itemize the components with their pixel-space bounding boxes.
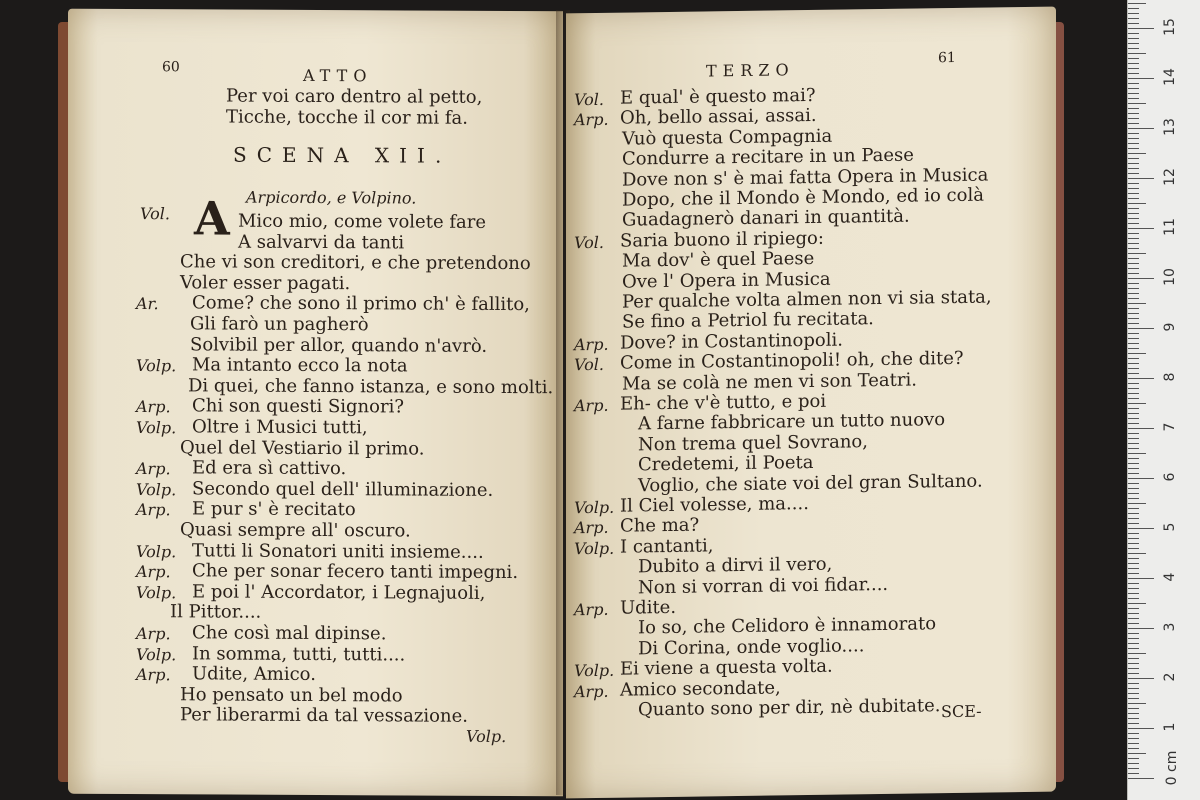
dialogue-line: Che così mal dipinse. [192,622,387,645]
ruler-tick [1128,408,1139,409]
ruler-tick [1128,668,1139,669]
ruler-tick [1128,548,1139,549]
dialogue-line: Secondo quel dell' illuminazione. [192,478,494,501]
ruler-tick [1128,218,1139,219]
ruler-tick [1128,228,1154,229]
ruler-tick [1128,583,1139,584]
ruler-number: 14 [1162,68,1178,86]
ruler-tick [1128,633,1139,634]
ruler-tick [1128,618,1139,619]
ruler-tick [1128,473,1139,474]
ruler-tick [1128,18,1139,19]
ruler-number: 8 [1162,372,1178,382]
speaker-label: Arp. [574,599,609,620]
ruler-number: 3 [1162,622,1178,632]
ruler-tick [1128,718,1139,719]
ruler-tick [1128,223,1139,224]
ruler-tick [1128,573,1139,574]
ruler-tick [1128,313,1139,314]
speaker-label: Volp. [136,541,177,561]
right-page [566,7,1056,799]
ruler-tick [1128,43,1139,44]
speaker-label: Volp. [136,479,177,500]
dialogue-line: I cantanti, [620,535,714,558]
ruler-tick [1128,78,1154,79]
ruler-tick [1128,243,1139,244]
dialogue-line: Il Pittor.... [170,601,262,624]
measurement-ruler [1127,0,1200,800]
ruler-tick [1128,158,1139,159]
dialogue-line: Non trema quel Sovrano, [638,431,868,456]
dialogue-line: Ho pensato un bel modo [180,684,403,707]
ruler-tick [1128,293,1139,294]
ruler-tick [1128,203,1146,204]
ruler-tick [1128,743,1139,744]
ruler-tick [1128,558,1139,559]
dialogue-line: E poi l' Accordator, i Legnajuoli, [192,581,486,604]
ruler-tick [1128,528,1154,529]
ruler-tick [1128,568,1139,569]
ruler-number: 10 [1162,268,1178,286]
ruler-tick [1128,83,1139,84]
dialogue-line: Non si vorran di voi fidar.... [638,573,889,599]
ruler-tick [1128,108,1139,109]
ruler-tick [1128,423,1139,424]
ruler-tick [1128,738,1139,739]
ruler-tick [1128,628,1154,629]
ruler-tick [1128,608,1139,609]
ruler-tick [1128,598,1139,599]
speaker-label: Arp. [136,397,171,417]
dialogue-line: Guadagnerò danari in quantità. [622,206,910,232]
dialogue-line: Oltre i Musici tutti, [192,416,368,439]
ruler-tick [1128,448,1139,449]
ruler-tick [1128,323,1139,324]
dialogue-line: Per liberarmi da tal vessazione. [180,704,468,728]
speaker-label: Vol. [574,355,604,375]
dialogue-line: Udite, Amico. [192,663,316,686]
dialogue-line: Udite. [620,596,677,619]
dialogue-line: Ove l' Opera in Musica [622,268,831,293]
ruler-tick [1128,713,1139,714]
ruler-tick [1128,418,1139,419]
ruler-tick [1128,428,1154,429]
ruler-tick [1128,68,1139,69]
ruler-unit-label: 0 cm [1164,750,1180,786]
dialogue-line: Ma intanto ecco la nota [192,354,408,377]
dialogue-line: Come? che sono il primo ch' è fallito, [192,292,530,316]
dialogue-line: Dopo, che il Mondo è Mondo, ed io colà [622,184,984,211]
ruler-tick [1128,498,1139,499]
ruler-tick [1128,28,1154,29]
ruler-tick [1128,578,1154,579]
ruler-tick [1128,478,1154,479]
speaker-label: Vol. [140,204,170,224]
speaker-label: Arp. [574,518,609,538]
ruler-number: 1 [1162,722,1178,732]
ruler-tick [1128,458,1139,459]
ruler-tick [1128,288,1139,289]
ruler-tick [1128,483,1139,484]
ruler-tick [1128,183,1139,184]
dialogue-line: A farne fabbricare un tutto nuovo [638,409,946,435]
ruler-tick [1128,273,1139,274]
ruler-tick [1128,118,1139,119]
speaker-label: Vol. [574,232,604,253]
dialogue-line: Voler esser pagati. [180,272,351,294]
characters-line: Arpicordo, e Volpino. [246,187,417,208]
ruler-tick [1128,638,1139,639]
dialogue-line: Il Ciel volesse, ma.... [620,493,809,517]
ruler-tick [1128,93,1139,94]
ruler-tick [1128,403,1146,404]
verse-line: Ticche, tocche il cor mi fa. [226,106,468,129]
ruler-tick [1128,8,1139,9]
ruler-tick [1128,463,1139,464]
ruler-tick [1128,643,1139,644]
ruler-tick [1128,3,1146,4]
dialogue-line: Se fino a Petriol fu recitata. [622,308,874,334]
speaker-label: Arp. [136,562,171,582]
ruler-tick [1128,688,1139,689]
ruler-tick [1128,603,1146,604]
ruler-number: 5 [1162,522,1178,532]
ruler-tick [1128,758,1139,759]
ruler-tick [1128,88,1139,89]
ruler-tick [1128,663,1139,664]
ruler-tick [1128,113,1139,114]
ruler-tick [1128,48,1139,49]
speaker-label: Arp. [136,665,171,685]
speaker-label: Arp. [136,624,171,644]
ruler-tick [1128,523,1139,524]
ruler-tick [1128,98,1139,99]
ruler-tick [1128,13,1139,14]
verse-line: Per voi caro dentro al petto, [226,85,483,108]
speaker-label: Volp. [574,660,615,681]
dialogue-line: Come in Costantinopoli! oh, che dite? [620,348,964,374]
ruler-tick [1128,778,1154,779]
page-number: 60 [162,59,180,76]
speaker-label: Volp. [136,582,177,603]
ruler-tick [1128,673,1139,674]
dialogue-line: Eh- che v'è tutto, e poi [620,390,827,415]
dialogue-line: Che per sonar fecero tanti impegni. [192,560,519,584]
ruler-tick [1128,348,1139,349]
dialogue-line: Mico mio, come volete fare [238,210,486,233]
ruler-tick [1128,383,1139,384]
ruler-tick [1128,538,1139,539]
ruler-number: 15 [1162,18,1178,36]
ruler-tick [1128,723,1139,724]
ruler-tick [1128,128,1154,129]
ruler-tick [1128,58,1139,59]
dialogue-line: E qual' è questo mai? [620,84,816,109]
ruler-tick [1128,198,1139,199]
ruler-tick [1128,453,1146,454]
ruler-tick [1128,248,1139,249]
page-number: 61 [938,49,956,67]
ruler-tick [1128,318,1139,319]
ruler-tick [1128,143,1139,144]
ruler-tick [1128,138,1139,139]
dialogue-line: Dove? in Costantinopoli. [620,329,843,354]
ruler-tick [1128,268,1139,269]
ruler-tick [1128,393,1139,394]
ruler-tick [1128,213,1139,214]
ruler-tick [1128,363,1139,364]
ruler-tick [1128,623,1139,624]
ruler-tick [1128,253,1146,254]
ruler-tick [1128,488,1139,489]
ruler-tick [1128,233,1139,234]
ruler-tick [1128,388,1139,389]
ruler-tick [1128,563,1139,564]
ruler-number: 13 [1162,118,1178,136]
ruler-tick [1128,358,1139,359]
ruler-tick [1128,518,1139,519]
ruler-tick [1128,683,1139,684]
ruler-tick [1128,38,1139,39]
ruler-tick [1128,33,1139,34]
speaker-label: Arp. [574,334,609,355]
ruler-tick [1128,333,1139,334]
speaker-label: Arp. [574,110,609,130]
ruler-tick [1128,593,1139,594]
dialogue-line: Condurre a recitare in un Paese [622,144,914,170]
ruler-tick [1128,703,1146,704]
ruler-tick [1128,678,1154,679]
ruler-tick [1128,373,1139,374]
dialogue-line: Oh, bello assai, assai. [620,105,817,130]
ruler-tick [1128,733,1139,734]
ruler-tick [1128,173,1139,174]
ruler-tick [1128,298,1139,299]
dialogue-line: Amico secondate, [620,677,781,701]
dialogue-line: In somma, tutti, tutti.... [192,642,406,666]
ruler-number: 12 [1162,168,1178,186]
ruler-tick [1128,613,1139,614]
dialogue-line: Che vi son creditori, e che pretendono [180,251,531,275]
catchword: SCE- [941,701,982,722]
dialogue-line: A salvarvi da tanti [238,231,405,254]
ruler-number: 9 [1162,322,1178,332]
speaker-label: Volp. [136,644,177,664]
ruler-tick [1128,193,1139,194]
dialogue-line: Saria buono il ripiego: [620,227,824,252]
dialogue-line: Di quei, che fanno istanza, e sono molti. [188,375,554,399]
dialogue-line: Voglio, che siate voi del gran Sultano. [638,470,983,497]
speaker-label: Volp. [136,356,177,376]
ruler-tick [1128,728,1154,729]
scene-title: SCENA XII. [233,142,452,168]
running-head: TERZO [706,60,795,81]
left-page [68,9,563,797]
dialogue-line: Ma se colà ne men vi son Teatri. [622,369,917,395]
ruler-tick [1128,188,1139,189]
ruler-tick [1128,308,1139,309]
ruler-tick [1128,543,1139,544]
ruler-tick [1128,398,1139,399]
ruler-tick [1128,588,1139,589]
ruler-tick [1128,163,1139,164]
ruler-tick [1128,443,1139,444]
ruler-tick [1128,768,1139,769]
ruler-tick [1128,378,1154,379]
ruler-tick [1128,438,1139,439]
ruler-tick [1128,658,1139,659]
ruler-number: 4 [1162,572,1178,582]
speaker-label: Ar. [136,294,159,314]
dialogue-line: Di Corina, onde voglio.... [638,635,865,660]
dialogue-line: Ei viene a questa volta. [620,655,833,680]
ruler-tick [1128,103,1146,104]
ruler-tick [1128,148,1139,149]
ruler-tick [1128,433,1139,434]
dialogue-line: Gli farò un pagherò [190,313,369,336]
ruler-tick [1128,278,1154,279]
ruler-tick [1128,493,1139,494]
ruler-tick [1128,258,1139,259]
open-book [58,10,1068,795]
drop-cap: A [194,191,230,246]
ruler-tick [1128,343,1139,344]
ruler-tick [1128,513,1139,514]
dialogue-line: Quanto sono per dir, nè dubitate. [638,695,941,721]
ruler-tick [1128,123,1139,124]
ruler-tick [1128,698,1139,699]
dialogue-line: Quel del Vestiario il primo. [180,436,425,460]
dialogue-line: Quasi sempre all' oscuro. [180,519,411,542]
ruler-tick [1128,693,1139,694]
ruler-tick [1128,533,1139,534]
dialogue-line: Tutti li Sonatori uniti insieme.... [192,539,484,563]
ruler-tick [1128,708,1139,709]
ruler-tick [1128,283,1139,284]
ruler-tick [1128,368,1139,369]
speaker-label: Arp. [136,500,171,520]
dialogue-line: Dubito a dirvi il vero, [638,553,833,578]
dialogue-line: E pur s' è recitato [192,498,356,521]
ruler-tick [1128,773,1139,774]
ruler-tick [1128,753,1146,754]
ruler-tick [1128,353,1146,354]
ruler-number: 2 [1162,672,1178,682]
dialogue-line: Ma dov' è quel Paese [622,248,815,272]
ruler-tick [1128,23,1139,24]
ruler-tick [1128,508,1139,509]
ruler-tick [1128,328,1154,329]
ruler-tick [1128,338,1139,339]
dialogue-line: Che ma? [620,514,700,538]
ruler-tick [1128,133,1139,134]
ruler-number: 7 [1162,422,1178,432]
speaker-label: Volp. [574,538,615,559]
catchword: Volp. [466,726,507,746]
dialogue-line: Chi son questi Signori? [192,395,405,418]
ruler-tick [1128,73,1139,74]
dialogue-line: Io so, che Celidoro è innamorato [638,613,937,639]
ruler-tick [1128,178,1154,179]
ruler-tick [1128,503,1146,504]
ruler-number: 11 [1162,218,1178,236]
ruler-tick [1128,648,1139,649]
speaker-label: Vol. [574,89,604,110]
speaker-label: Volp. [574,497,615,518]
ruler-tick [1128,238,1139,239]
ruler-tick [1128,263,1139,264]
dialogue-line: Credetemi, il Poeta [638,452,814,476]
ruler-tick [1128,153,1146,154]
ruler-tick [1128,53,1146,54]
speaker-label: Arp. [574,681,609,701]
dialogue-line: Ed era sì cattivo. [192,457,347,480]
speaker-label: Arp. [574,395,609,416]
ruler-tick [1128,653,1146,654]
speaker-label: Arp. [136,459,171,479]
ruler-tick [1128,303,1146,304]
running-head: ATTO [303,65,373,86]
dialogue-line: Solvibil per allor, quando n'avrò. [190,333,488,357]
ruler-number: 6 [1162,472,1178,482]
ruler-tick [1128,208,1139,209]
ruler-tick [1128,168,1139,169]
ruler-tick [1128,63,1139,64]
dialogue-line: Dove non s' è mai fatta Opera in Musica [622,164,989,191]
ruler-tick [1128,763,1139,764]
dialogue-line: Per qualche volta almen non vi sia stata, [622,286,992,313]
speaker-label: Volp. [136,418,177,438]
ruler-tick [1128,553,1146,554]
ruler-tick [1128,413,1139,414]
ruler-tick [1128,748,1139,749]
ruler-tick [1128,468,1139,469]
dialogue-line: Vuò questa Compagnia [622,125,833,150]
